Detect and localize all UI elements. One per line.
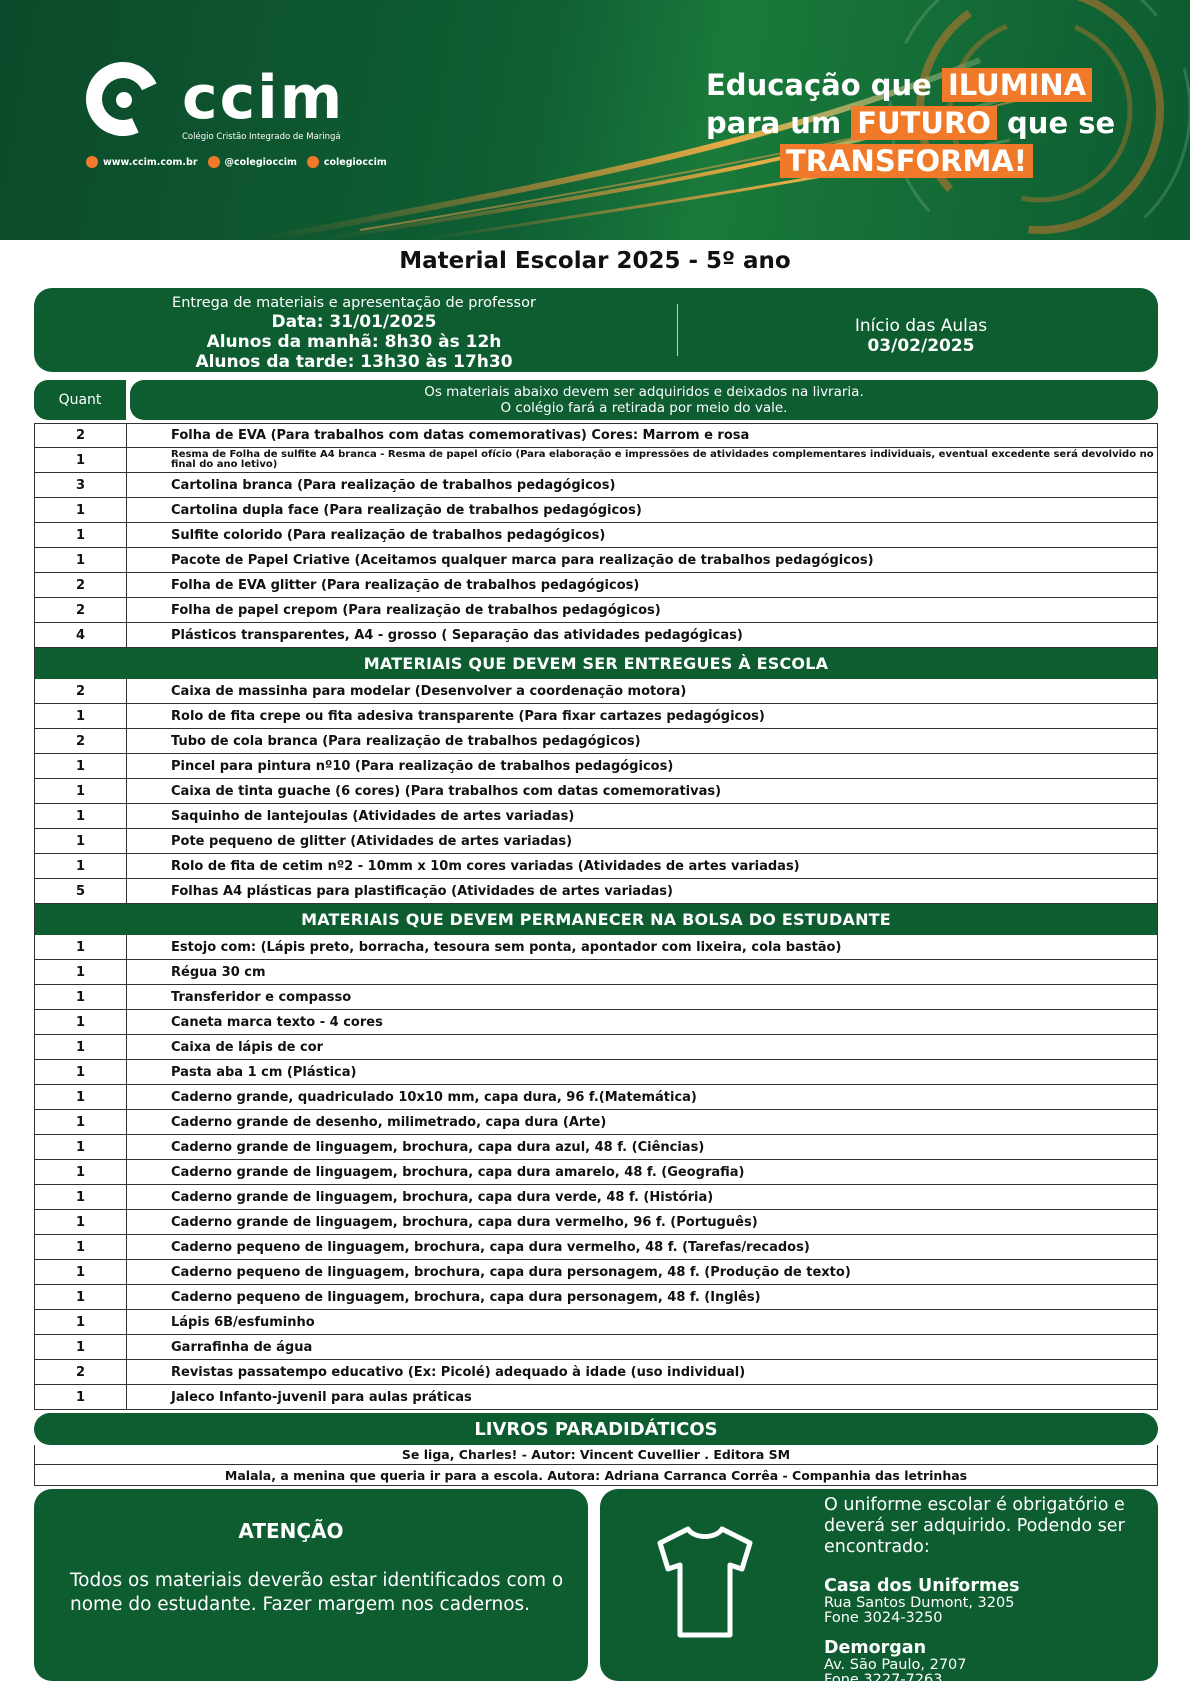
facebook-text: colegioccim (323, 156, 387, 168)
page-title: Material Escolar 2025 - 5º ano (399, 248, 791, 274)
item-quantity: 1 (35, 935, 127, 959)
item-description: Caderno pequeno de linguagem, brochura, capa dura vermelho, 48 f. (Tarefas/recados) (171, 1239, 810, 1255)
instagram-icon (208, 156, 220, 168)
item-description: Rolo de fita crepe ou fita adesiva transparente (Para fixar cartazes pedagógicos) (171, 708, 765, 724)
table-row (35, 448, 1157, 473)
item-description: Cartolina dupla face (Para realização de trabalhos pedagógicos) (171, 502, 642, 518)
item-description: Lápis 6B/esfuminho (171, 1314, 315, 1330)
item-description: Tubo de cola branca (Para realização de trabalhos pedagógicos) (171, 733, 641, 749)
delivery-label: Entrega de materiais e apresentação de professor (172, 295, 536, 311)
item-description: Caderno grande de linguagem, brochura, capa dura vermelho, 96 f. (Português) (171, 1214, 758, 1230)
books-title: LIVROS PARADIDÁTICOS (34, 1413, 1158, 1445)
item-description: Caderno grande de desenho, milimetrado, capa dura (Arte) (171, 1114, 607, 1130)
slogan-part: para um (706, 106, 852, 140)
item-description: Transferidor e compasso (171, 989, 352, 1005)
table-row (35, 679, 1157, 704)
store-name: Demorgan (824, 1638, 927, 1658)
table-row (35, 1210, 1157, 1235)
item-description: Régua 30 cm (171, 964, 266, 980)
item-description: Caderno pequeno de linguagem, brochura, capa dura personagem, 48 f. (Inglês) (171, 1289, 761, 1305)
item-description: Caderno grande de linguagem, brochura, capa dura azul, 48 f. (Ciências) (171, 1139, 705, 1155)
item-quantity: 1 (35, 1235, 127, 1259)
t-shirt-icon (650, 1523, 760, 1643)
item-quantity: 1 (35, 985, 127, 1009)
books-list (34, 1445, 1158, 1486)
purchase-note (130, 380, 1158, 420)
item-description: Pasta aba 1 cm (Plástica) (171, 1064, 357, 1080)
item-description: Saquinho de lantejoulas (Atividades de artes variadas) (171, 808, 575, 824)
item-description: Caixa de lápis de cor (171, 1039, 324, 1055)
uniform-panel (600, 1489, 1158, 1684)
table-row (35, 804, 1157, 829)
table-row (35, 573, 1157, 598)
item-quantity: 1 (35, 754, 127, 778)
item-quantity: 1 (35, 854, 127, 878)
table-row (35, 729, 1157, 754)
website-link[interactable] (86, 156, 198, 168)
social-links (86, 156, 387, 168)
classes-start-date: 03/02/2025 (867, 336, 975, 356)
item-description: Caderno grande, quadriculado 10x10 mm, capa dura, 96 f.(Matemática) (171, 1089, 697, 1105)
table-row (35, 935, 1157, 960)
item-quantity: 1 (35, 1260, 127, 1284)
item-description: Pacote de Papel Criative (Aceitamos qualquer marca para realização de trabalhos pedagógicos) (171, 552, 874, 568)
item-quantity: 1 (35, 1135, 127, 1159)
purchase-note-line: Os materiais abaixo devem ser adquiridos e deixados na livraria. (424, 384, 864, 400)
table-row (35, 1285, 1157, 1310)
item-quantity: 1 (35, 1160, 127, 1184)
item-quantity: 2 (35, 424, 127, 447)
afternoon-schedule: Alunos da tarde: 13h30 às 17h30 (195, 352, 513, 372)
store-address: Rua Santos Dumont, 3205 (824, 1595, 1015, 1611)
table-row (35, 523, 1157, 548)
section-header: MATERIAIS QUE DEVEM PERMANECER NA BOLSA DO ESTUDANTE (35, 904, 1157, 935)
table-row (35, 548, 1157, 573)
item-description: Revistas passatempo educativo (Ex: Picolé) adequado à idade (uso individual) (171, 1364, 746, 1380)
item-description: Estojo com: (Lápis preto, borracha, tesoura sem ponta, apontador com lixeira, cola bastão) (171, 939, 842, 955)
delivery-info (34, 294, 674, 372)
attention-panel (34, 1489, 588, 1681)
table-row (35, 1110, 1157, 1135)
item-quantity: 2 (35, 679, 127, 703)
table-row (35, 1010, 1157, 1035)
table-row (35, 1235, 1157, 1260)
item-quantity: 1 (35, 804, 127, 828)
store-phone: Fone 3227-7263 (824, 1672, 943, 1684)
item-quantity: 1 (35, 523, 127, 547)
store-name: Casa dos Uniformes (824, 1576, 1020, 1596)
item-quantity: 1 (35, 779, 127, 803)
table-row (35, 854, 1157, 879)
table-row (35, 623, 1157, 648)
attention-title: ATENÇÃO (238, 1519, 344, 1543)
item-quantity: 1 (35, 448, 127, 472)
item-description: Folhas A4 plásticas para plastificação (Atividades de artes variadas) (171, 883, 673, 899)
table-row (35, 498, 1157, 523)
table-row (35, 1385, 1157, 1410)
instagram-text: @colegioccim (224, 156, 297, 168)
table-row (35, 1260, 1157, 1285)
logo-dot (116, 92, 132, 108)
item-description: Caixa de tinta guache (6 cores) (Para trabalhos com datas comemorativas) (171, 783, 722, 799)
table-row (35, 1160, 1157, 1185)
item-description: Pote pequeno de glitter (Atividades de artes variadas) (171, 833, 573, 849)
quant-header: Quant (34, 380, 126, 420)
table-row (35, 473, 1157, 498)
item-quantity: 1 (35, 1060, 127, 1084)
facebook-link[interactable] (307, 156, 387, 168)
item-quantity: 2 (35, 573, 127, 597)
website-text: www.ccim.com.br (103, 156, 198, 168)
slogan-part: Educação que (706, 68, 942, 102)
book-item: Se liga, Charles! - Autor: Vincent Cuvellier . Editora SM (35, 1445, 1157, 1465)
header-banner (0, 0, 1190, 240)
item-description: Caderno grande de linguagem, brochura, capa dura verde, 48 f. (História) (171, 1189, 714, 1205)
table-row (35, 1035, 1157, 1060)
item-description: Caderno pequeno de linguagem, brochura, capa dura personagem, 48 f. (Produção de texto) (171, 1264, 851, 1280)
item-description: Pincel para pintura nº10 (Para realização de trabalhos pedagógicos) (171, 758, 674, 774)
attention-text: Todos os materiais deverão estar identificados com o nome do estudante. Fazer margem nos cadernos. (70, 1570, 564, 1615)
item-description: Folha de EVA (Para trabalhos com datas comemorativas) Cores: Marrom e rosa (171, 428, 750, 443)
item-quantity: 1 (35, 1310, 127, 1334)
item-quantity: 1 (35, 829, 127, 853)
item-description: Plásticos transparentes, A4 - grosso ( Separação das atividades pedagógicas) (171, 627, 743, 643)
table-row (35, 1360, 1157, 1385)
table-row (35, 1185, 1157, 1210)
item-quantity: 2 (35, 1360, 127, 1384)
item-description: Cartolina branca (Para realização de trabalhos pedagógicos) (171, 477, 616, 493)
table-row (35, 1135, 1157, 1160)
item-quantity: 1 (35, 1385, 127, 1409)
globe-icon (86, 156, 98, 168)
table-row (35, 754, 1157, 779)
table-row (35, 598, 1157, 623)
section-header: MATERIAIS QUE DEVEM SER ENTREGUES À ESCOLA (35, 648, 1157, 679)
facebook-icon (307, 156, 319, 168)
table-row (35, 1085, 1157, 1110)
item-description: Folha de papel crepom (Para realização de trabalhos pedagógicos) (171, 602, 661, 618)
materials-table (34, 423, 1158, 1410)
item-quantity: 2 (35, 598, 127, 622)
table-row (35, 423, 1157, 448)
item-quantity: 1 (35, 1010, 127, 1034)
uniform-intro: O uniforme escolar é obrigatório e deverá ser adquirido. Podendo ser encontrado: (824, 1495, 1125, 1557)
store-address: Av. São Paulo, 2707 (824, 1657, 967, 1673)
item-quantity: 4 (35, 623, 127, 647)
book-item: Malala, a menina que queria ir para a escola. Autora: Adriana Carranca Corrêa - Companhia das letrinhas (224, 1467, 968, 1483)
classes-start-info (684, 316, 1158, 356)
delivery-date: Data: 31/01/2025 (271, 312, 437, 332)
item-quantity: 1 (35, 1085, 127, 1109)
purchase-note-line: O colégio fará a retirada por meio do vale. (500, 400, 788, 416)
item-description: Caneta marca texto - 4 cores (171, 1014, 383, 1030)
table-row (35, 829, 1157, 854)
item-quantity: 1 (35, 548, 127, 572)
item-quantity: 2 (35, 729, 127, 753)
slogan-highlight: ILUMINA (942, 68, 1092, 102)
table-row (35, 879, 1157, 904)
item-description: Sulfite colorido (Para realização de trabalhos pedagógicos) (171, 527, 606, 543)
item-description: Caderno grande de linguagem, brochura, capa dura amarelo, 48 f. (Geografia) (171, 1164, 745, 1180)
item-description: Folha de EVA glitter (Para realização de trabalhos pedagógicos) (171, 577, 640, 593)
uniform-info (824, 1495, 1154, 1684)
item-quantity: 1 (35, 704, 127, 728)
classes-start-label: Início das Aulas (854, 316, 988, 336)
item-quantity: 1 (35, 960, 127, 984)
item-quantity: 1 (35, 1335, 127, 1359)
table-row (35, 960, 1157, 985)
item-description: Resma de Folha de sulfite A4 branca - Resma de papel ofício (Para elaboração e impressões de atividades complementares individuais, eventual excedente será devolvido no final do ano letivo) (171, 449, 1154, 470)
item-description: Jaleco Infanto-juvenil para aulas práticas (171, 1389, 472, 1405)
slogan-part: que se (996, 106, 1116, 140)
item-description: Garrafinha de água (171, 1339, 313, 1355)
item-description: Caixa de massinha para modelar (Desenvolver a coordenação motora) (171, 683, 687, 699)
divider (677, 304, 678, 356)
table-row (35, 985, 1157, 1010)
item-quantity: 1 (35, 1210, 127, 1234)
item-quantity: 1 (35, 1110, 127, 1134)
morning-schedule: Alunos da manhã: 8h30 às 12h (206, 332, 502, 352)
table-row (35, 1310, 1157, 1335)
table-row (35, 779, 1157, 804)
item-quantity: 1 (35, 1285, 127, 1309)
item-quantity: 1 (35, 1035, 127, 1059)
schedule-info-bar (34, 288, 1158, 372)
slogan-highlight: TRANSFORMA! (780, 144, 1033, 178)
store-phone: Fone 3024-3250 (824, 1610, 943, 1626)
logo-word: ccim (182, 63, 345, 133)
table-row (35, 1335, 1157, 1360)
item-quantity: 1 (35, 1185, 127, 1209)
logo-subtitle: Colégio Cristão Integrado de Maringá (182, 132, 341, 142)
item-quantity: 5 (35, 879, 127, 903)
table-row (35, 1060, 1157, 1085)
item-quantity: 3 (35, 473, 127, 497)
slogan-highlight: FUTURO (851, 106, 997, 140)
item-description: Rolo de fita de cetim nº2 - 10mm x 10m cores variadas (Atividades de artes variadas) (171, 858, 800, 874)
slogan (706, 66, 1115, 180)
table-row (35, 704, 1157, 729)
item-quantity: 1 (35, 498, 127, 522)
instagram-link[interactable] (208, 156, 297, 168)
